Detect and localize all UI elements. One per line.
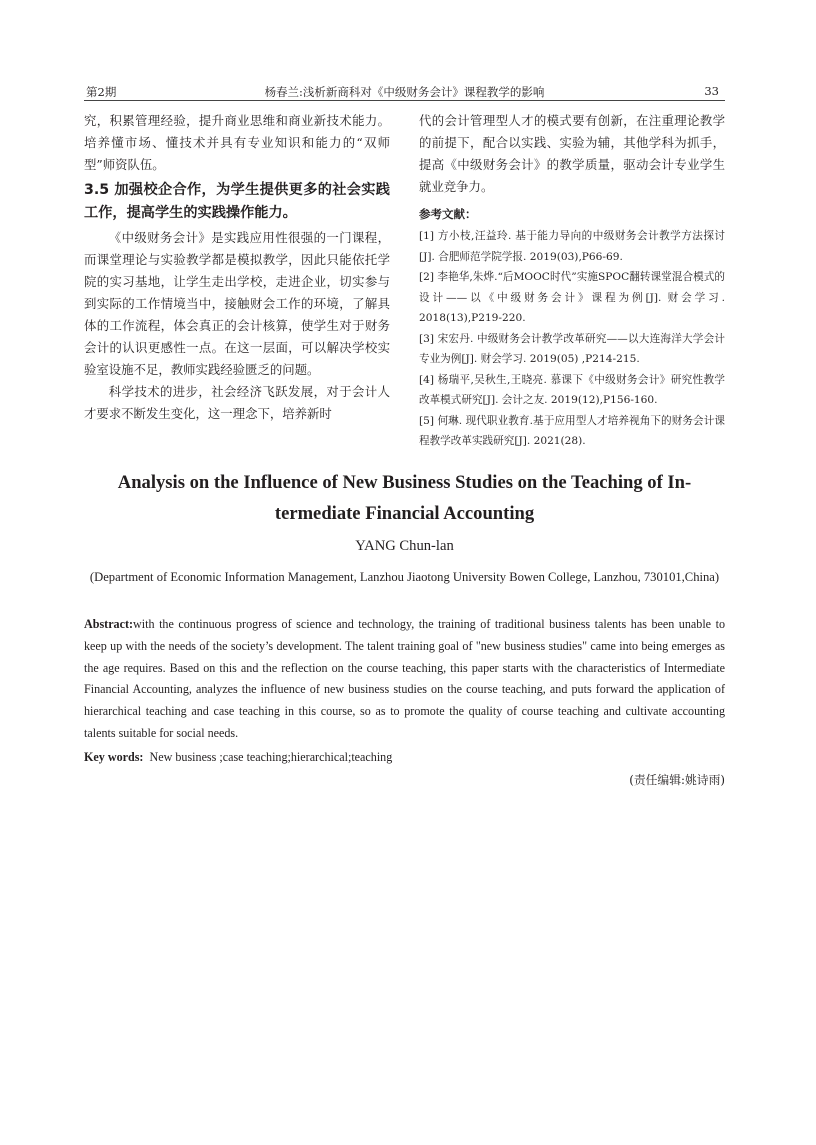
reference-item: [2] 李艳华,朱烨.“后MOOC时代”实施SPOC翻转课堂混合模式的设计——以《中级财务会计》课程为例[J]. 财会学习. 2018(13),P219-220.	[419, 271, 725, 324]
editor-note: (责任编辑:姚诗雨)	[629, 773, 725, 787]
running-header	[84, 80, 725, 101]
abstract-label: Abstract:	[84, 617, 134, 631]
right-column	[419, 110, 725, 452]
reference-item: [3] 宋宏丹. 中级财务会计教学改革研究——以大连海洋大学会计专业为例[J]. 财会学习. 2019(05) ,P214-215.	[419, 332, 725, 365]
references-heading: 参考文献：	[419, 207, 477, 221]
running-title: 杨春兰:浅析新商科对《中级财务会计》课程教学的影响	[264, 85, 545, 99]
english-title	[84, 467, 725, 529]
continued-paragraph: 究，积累管理经验，提升商业思维和商业新技术能力。培养懂市场、懂技术并具有专业知识和能力的“双师型”师资队伍。	[84, 113, 390, 172]
section-heading-3-5: 3.5 加强校企合作，为学生提供更多的社会实践工作，提高学生的实践操作能力。	[84, 182, 390, 221]
english-title-line: Analysis on the Influence of New Business Studies on the Teaching of In-	[117, 472, 692, 493]
page-number: 33	[704, 84, 719, 98]
reference-list	[419, 226, 725, 452]
english-affiliation: (Department of Economic Information Management, Lanzhou Jiaotong University Bowen College, Lanzhou, 730101,China)	[89, 570, 720, 584]
body-paragraph: 《中级财务会计》是实践应用性很强的一门课程，而课堂理论与实验教学都是模拟教学，因此只能依托学院的实习基地，让学生走出学校，走进企业，切实参与到实际的工作情境当中，接触财会工作的环境，了解具体的工作流程，体会真正的会计核算，使学生对于财务会计的认识更感性一点。在这一层面，可以解决学校实验室设施不足，教师实践经验匮乏的问题。	[84, 230, 390, 377]
issue-number: 第2期	[86, 85, 117, 99]
keywords-label: Key words:	[84, 750, 144, 764]
reference-item: [5] 何琳. 现代职业教育.基于应用型人才培养视角下的财务会计课程教学改革实践研究[J]. 2021(28).	[419, 414, 725, 447]
continued-paragraph: 代的会计管理型人才的模式要有创新，在注重理论教学的前提下，配合以实践、实验为辅，其他学科为抓手，提高《中级财务会计》的教学质量，驱动会计专业学生就业竞争力。	[419, 113, 725, 194]
english-abstract	[84, 614, 725, 745]
left-column	[84, 110, 390, 425]
reference-item: [1] 方小枝,汪益玲. 基于能力导向的中级财务会计教学方法探讨[J]. 合肥师范学院学报. 2019(03),P66-69.	[419, 230, 725, 263]
reference-item: [4] 杨瑞平,吴秋生,王晓亮. 慕课下《中级财务会计》研究性教学改革模式研究[J]. 会计之友. 2019(12),P156-160.	[419, 373, 725, 406]
body-paragraph: 科学技术的进步，社会经济飞跃发展，对于会计人才要求不断发生变化，这一理念下，培养新时	[84, 384, 390, 421]
english-title-line: termediate Financial Accounting	[274, 503, 535, 524]
abstract-text: with the continuous progress of science and technology, the training of traditional business talents has been unable to keep up with the needs of the society’s development. The talent training goal of "new business studies" came into being emerges as the age requires. Based on this and the reflection on the course teaching, this paper starts with the characteristics of Intermediate Financial Accounting, analyzes the influence of new business studies on the course teaching, and puts forward the application of hierarchical teaching and case teaching in this course, so as to promote the quality of course teaching and cultivate accounting talents suitable for social needs.	[84, 617, 725, 740]
english-author: YANG Chun-lan	[355, 538, 454, 554]
english-keywords	[84, 747, 725, 767]
keywords-text: New business ;case teaching;hierarchical;teaching	[149, 750, 393, 764]
